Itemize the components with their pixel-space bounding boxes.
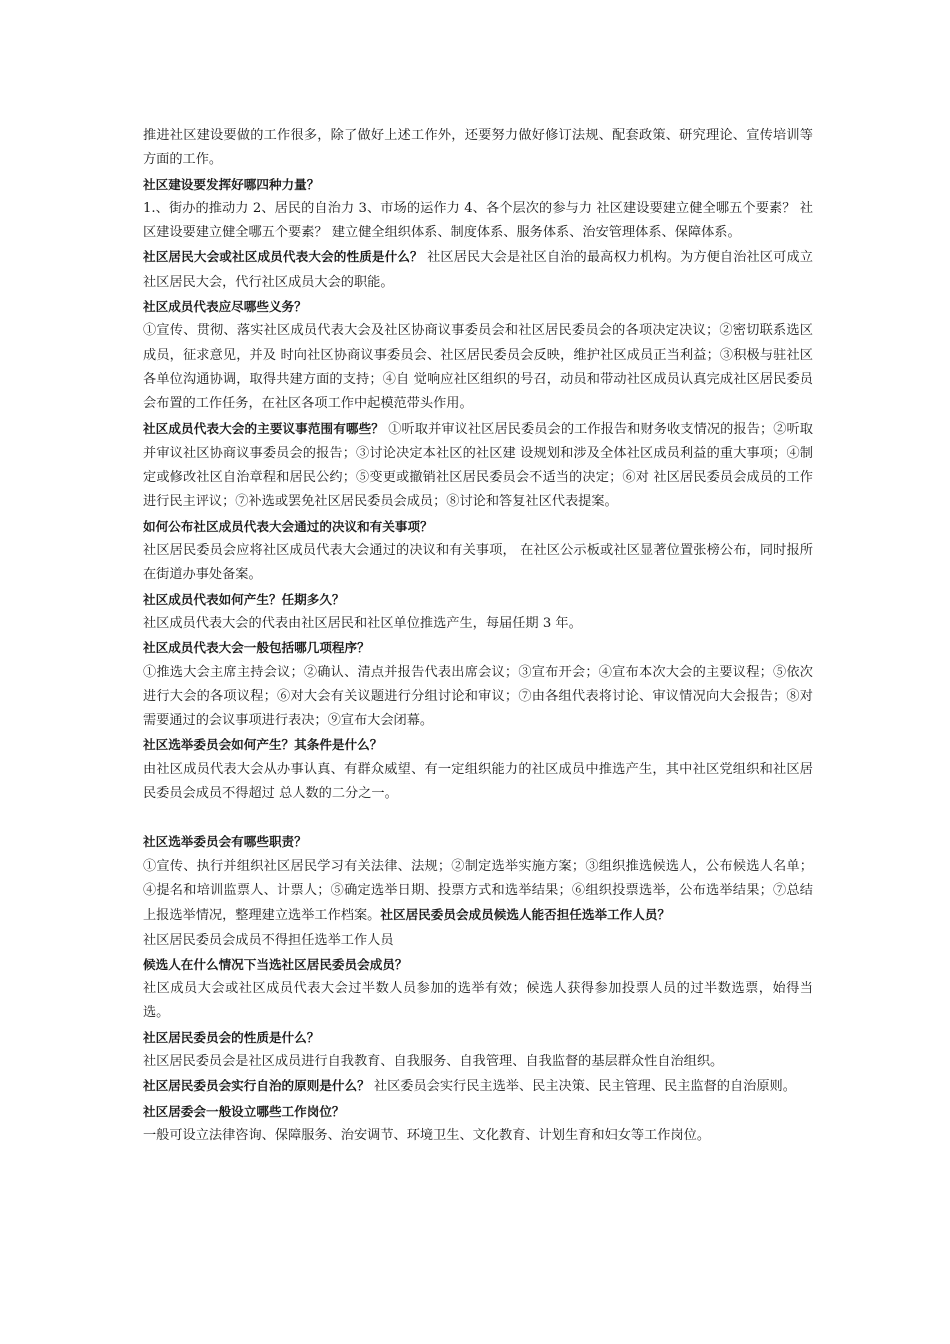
answer-paragraph: 1.、街办的推动力 2、居民的自治力 3、市场的运作力 4、各个层次的参与力 社区建设要建立健全哪五个要素？ 社区建设要建立健全哪五个要素？ 建立健全组织体系、制度体系、服务体系、治安管理体系、保障体系。 bbox=[143, 200, 813, 241]
answer-paragraph: 社区成员大会或社区成员代表大会过半数人员参加的选举有效；候选人获得参加投票人员的过半数选票，始得当选。 bbox=[143, 981, 813, 1021]
question-heading: 社区居民委员会实行自治的原则是什么？ bbox=[143, 1078, 370, 1094]
answer-paragraph: 社区成员代表大会的代表由社区居民和社区单位推选产生，每届任期 3 年。 bbox=[143, 615, 582, 631]
question-heading: 如何公布社区成员代表大会通过的决议和有关事项？ bbox=[143, 518, 433, 534]
answer-paragraph: ①宣传、贯彻、落实社区成员代表大会及社区协商议事委员会和社区居民委员会的各项决定决议；②密切联系选区成员，征求意见，并及 时向社区协商议事委员会、社区居民委员会反映，维护社区成员正当利益；③积极与驻社区各单位沟通协调，取得共建方面的支持；④自 觉响应社区组织的号召，动员和带动社区成员认真完成社区居民委员会布置的工作任务，在社区各项工作中起模范带头作用。 bbox=[143, 323, 813, 412]
answer-paragraph: 一般可设立法律咨询、保障服务、治安调节、环境卫生、文化教育、计划生育和妇女等工作岗位。 bbox=[143, 1127, 711, 1143]
question-heading: 社区选举委员会如何产生？其条件是什么？ bbox=[143, 737, 383, 753]
question-heading: 社区成员代表大会的主要议事范围有哪些？ bbox=[143, 420, 384, 436]
question-heading: 社区居民大会或社区成员代表大会的性质是什么？ bbox=[143, 249, 423, 265]
answer-text: 社区居民大会是社区自治的最高权力机构。为方便自治社区可成立社区居民大会，代行社区成员大会的职能。 bbox=[143, 250, 813, 290]
question-heading: 社区居委会一般设立哪些工作岗位？ bbox=[143, 1103, 345, 1119]
qa-paragraph bbox=[143, 417, 813, 515]
document-body bbox=[143, 124, 813, 1148]
question-heading: 社区选举委员会有哪些职责？ bbox=[143, 834, 307, 850]
answer-paragraph: 由社区成员代表大会从办事认真、有群众威望、有一定组织能力的社区成员中推选产生，其中社区党组织和社区居民委员会成员不得超过 总人数的二分之一。 bbox=[143, 761, 813, 802]
answer-paragraph: 社区居民委员会应将社区成员代表大会通过的决议和有关事项， 在社区公示板或社区显著位置张榜公布，同时报所在街道办事处备案。 bbox=[143, 543, 813, 583]
answer-paragraph: 社区居民委员会成员不得担任选举工作人员 bbox=[143, 932, 394, 948]
question-heading: 社区居民委员会的性质是什么？ bbox=[143, 1029, 320, 1045]
question-heading: 候选人在什么情况下当选社区居民委员会成员？ bbox=[143, 956, 408, 972]
qa-paragraph bbox=[143, 245, 813, 295]
blank-line bbox=[143, 806, 813, 830]
question-heading: 社区建设要发挥好哪四种力量？ bbox=[143, 176, 320, 192]
intro-paragraph: 推进社区建设要做的工作很多，除了做好上述工作外，还要努力做好修订法规、配套政策、研究理论、宣传培训等方面的工作。 bbox=[143, 128, 813, 168]
answer-text: ①宣传、执行并组织社区居民学习有关法律、法规；②制定选举实施方案；③组织推选候选人，公布候选人名单；④提名和培训监票人、计票人；⑤确定选举日期、投票方式和选举结果；⑥组织投票选举，公布选举结果；⑦总结上报选举情况，整理建立选举工作档案。 bbox=[143, 858, 813, 924]
answer-paragraph: 社区居民委员会是社区成员进行自我教育、自我服务、自我管理、自我监督的基层群众性自治组织。 bbox=[143, 1053, 724, 1069]
answer-paragraph: ①推选大会主席主持会议；②确认、清点并报告代表出席会议；③宣布开会；④宣布本次大会的主要议程；⑤依次进行大会的各项议程；⑥对大会有关议题进行分组讨论和审议；⑦由各组代表将讨论、审议情况向大会报告；⑧对需要通过的会议事项进行表决；⑨宣布大会闭幕。 bbox=[143, 664, 813, 729]
question-heading: 社区成员代表大会一般包括哪几项程序？ bbox=[143, 640, 370, 656]
answer-text: 社区委员会实行民主选举、民主决策、民主管理、民主监督的自治原则。 bbox=[369, 1079, 796, 1095]
qa-paragraph bbox=[143, 855, 813, 929]
answer-text: ①听取并审议社区居民委员会的工作报告和财务收支情况的报告；②听取并审议社区协商议事委员会的报告；③讨论决定本社区的社区建 设规划和涉及全体社区成员利益的重大事项；④制定或修改社区自治章程和居民公约；⑤变更或撤销社区居民委员会不适当的决定；⑥对 社区居民委员会成员的工作进行民主评议；⑦补选或罢免社区居民委员会成员；⑧讨论和答复社区代表提案。 bbox=[143, 421, 813, 510]
question-heading: 社区成员代表如何产生？任期多久？ bbox=[143, 591, 345, 607]
question-heading: 社区成员代表应尽哪些义务？ bbox=[143, 299, 307, 315]
qa-paragraph bbox=[143, 1074, 813, 1099]
question-heading: 社区居民委员会成员候选人能否担任选举工作人员？ bbox=[380, 907, 671, 923]
